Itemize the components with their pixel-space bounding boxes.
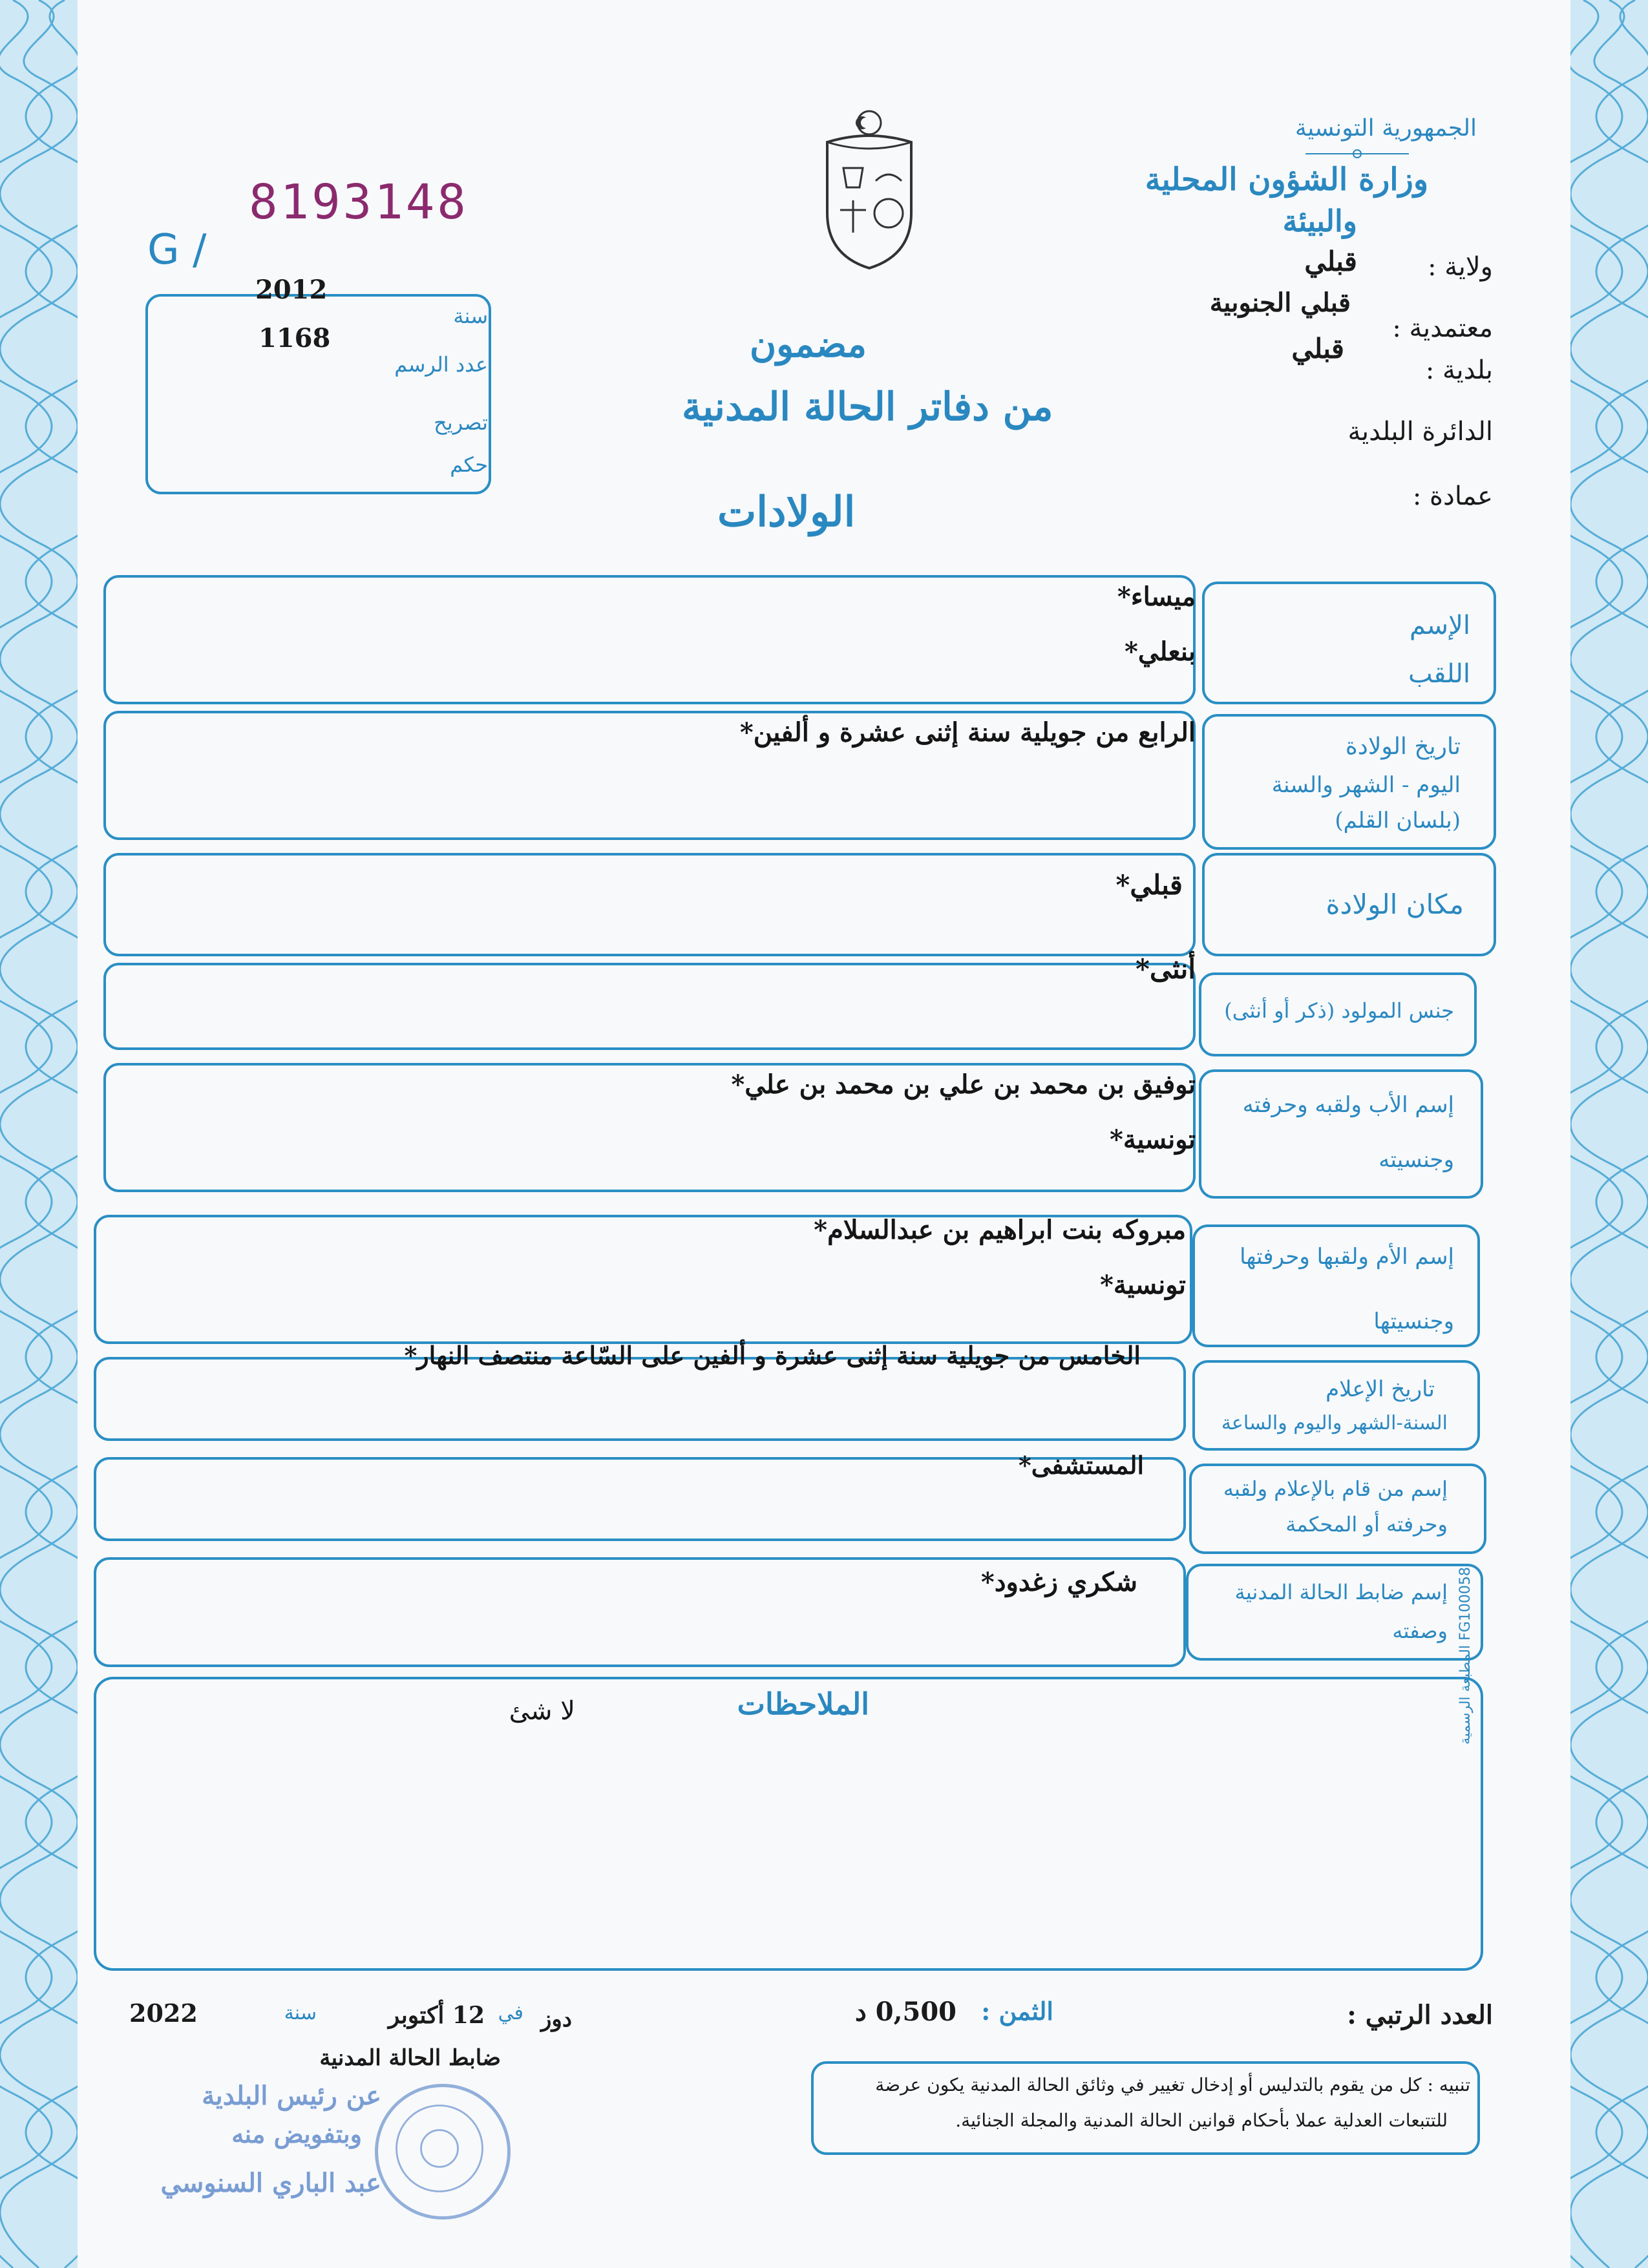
title-line2: من دفاتر الحالة المدنية — [682, 384, 1053, 430]
father-label-2: وجنسيته — [1379, 1147, 1454, 1173]
officer-label-2: وصفته — [1392, 1619, 1448, 1643]
father-label-box — [1199, 1069, 1483, 1199]
declarant-value: المستشفى* — [1018, 1451, 1144, 1480]
serial-number: 8193148 — [249, 174, 469, 230]
printer-mark: المطبعة الرسمية FG100058 — [1457, 1567, 1474, 1745]
father-nationality: تونسية* — [1109, 1124, 1196, 1155]
birth-place-value-box — [103, 853, 1196, 956]
civil-officer-title: ضابط الحالة المدنية — [319, 2045, 501, 2071]
name-value: ميساء* — [1117, 582, 1196, 612]
sex-label: جنس المولود (ذكر أو أنثى) — [1224, 998, 1454, 1023]
header-ornament — [1305, 149, 1409, 158]
father-value: توفيق بن محمد بن علي بن محمد بن علي* — [731, 1069, 1196, 1100]
surname-value: بنعلي* — [1125, 636, 1196, 667]
left-guilloche-border — [0, 0, 78, 2268]
series-prefix: G / — [147, 226, 207, 274]
record-judgment-label: حكم — [450, 452, 488, 477]
stamp-line2: وبتفويض منه — [231, 2119, 362, 2148]
governorate-label: ولاية : — [1428, 252, 1493, 282]
birth-date-label-2: اليوم - الشهر والسنة — [1271, 772, 1461, 798]
declaration-date-label-2: السنة-الشهر واليوم والساعة — [1221, 1412, 1448, 1434]
declaration-date-label-box — [1192, 1360, 1480, 1451]
declaration-date-value: الخامس من جويلية سنة إثنى عشرة و ألفين على السّاعة منتصف النهار* — [404, 1341, 1141, 1370]
footer-year-value: 2022 — [129, 1999, 198, 2028]
father-label: إسم الأب ولقبه وحرفته — [1242, 1092, 1454, 1118]
header-ministry-2: والبيئة — [1282, 204, 1357, 238]
officer-label: إسم ضابط الحالة المدنية — [1234, 1580, 1448, 1604]
issued-in: في — [498, 2002, 523, 2024]
stamp-line1: عن رئيس البلدية — [202, 2081, 381, 2111]
price-value: 0,500 د — [854, 1997, 956, 2027]
declaration-date-label: تاريخ الإعلام — [1326, 1376, 1435, 1402]
record-number-label: عدد الرسم — [394, 352, 488, 377]
record-year-value: 2012 — [255, 275, 328, 305]
header-ministry: وزارة الشؤون المحلية — [1145, 162, 1428, 198]
right-guilloche-border — [1570, 0, 1648, 2268]
mother-label: إسم الأم ولقبها وحرفتها — [1240, 1244, 1454, 1270]
surname-label: اللقب — [1408, 659, 1470, 689]
warning-text: تنبيه : كل من يقوم بالتدليس أو إدخال تغيير في وثائق الحالة المدنية يكون عرضة — [875, 2074, 1470, 2095]
remarks-label: الملاحظات — [737, 1686, 869, 1721]
delegation-value: قبلي الجنوبية — [1209, 288, 1351, 318]
mother-nationality: تونسية* — [1099, 1270, 1186, 1300]
declarant-label: إسم من قام بالإعلام ولقبه — [1223, 1476, 1448, 1501]
mother-label-2: وجنسيتها — [1373, 1308, 1454, 1334]
stamp-signature: عبد الباري السنوسي — [160, 2168, 381, 2198]
declarant-label-2: وحرفته أو المحكمة — [1285, 1512, 1448, 1537]
order-number-label: العدد الرتبي : — [1347, 2000, 1493, 2030]
header-republic: الجمهورية التونسية — [1294, 115, 1477, 142]
birth-date-value: الرابع من جويلية سنة إثنى عشرة و ألفين* — [739, 717, 1196, 748]
title-line1: مضمون — [750, 323, 867, 366]
record-declaration-label: تصريح — [434, 410, 488, 435]
price-label: الثمن : — [981, 1997, 1053, 2026]
coat-of-arms-emblem — [814, 103, 924, 271]
issued-date: 12 أكتوبر — [388, 2002, 485, 2029]
birth-date-label: تاريخ الولادة — [1345, 733, 1461, 760]
municipality-value: قبلي — [1291, 333, 1344, 364]
birth-place-label: مكان الولادة — [1326, 888, 1464, 920]
birth-date-label-3: (بلسان القلم) — [1335, 808, 1461, 834]
omda-label: عمادة : — [1412, 481, 1493, 511]
name-label: الإسم — [1409, 611, 1470, 640]
governorate-value: قبلي — [1304, 246, 1357, 277]
delegation-label: معتمدية : — [1392, 313, 1493, 343]
footer-year-label: سنة — [284, 2002, 317, 2024]
record-year-label: سنة — [453, 304, 488, 328]
record-number-value: 1168 — [259, 323, 331, 353]
birth-place-value: قبلي* — [1115, 869, 1183, 901]
issued-place: دوز — [541, 2006, 572, 2032]
round-seal-stamp — [375, 2084, 511, 2220]
name-value-box — [103, 575, 1196, 704]
section-title-births: الولادات — [717, 488, 856, 536]
officer-value: شكري زغدود* — [980, 1567, 1137, 1597]
remarks-value: لا شئ — [509, 1696, 575, 1726]
sex-value-box — [103, 963, 1196, 1050]
sex-value: أنثى* — [1135, 953, 1196, 985]
district-label: الدائرة البلدية — [1347, 417, 1493, 446]
officer-label-box — [1186, 1564, 1483, 1661]
mother-value: مبروكه بنت ابراهيم بن عبدالسلام* — [814, 1215, 1186, 1245]
municipality-label: بلدية : — [1425, 355, 1493, 385]
warning-text-2: للتتبعات العدلية عملا بأحكام قوانين الحالة المدنية والمجلة الجنائية. — [955, 2110, 1448, 2131]
